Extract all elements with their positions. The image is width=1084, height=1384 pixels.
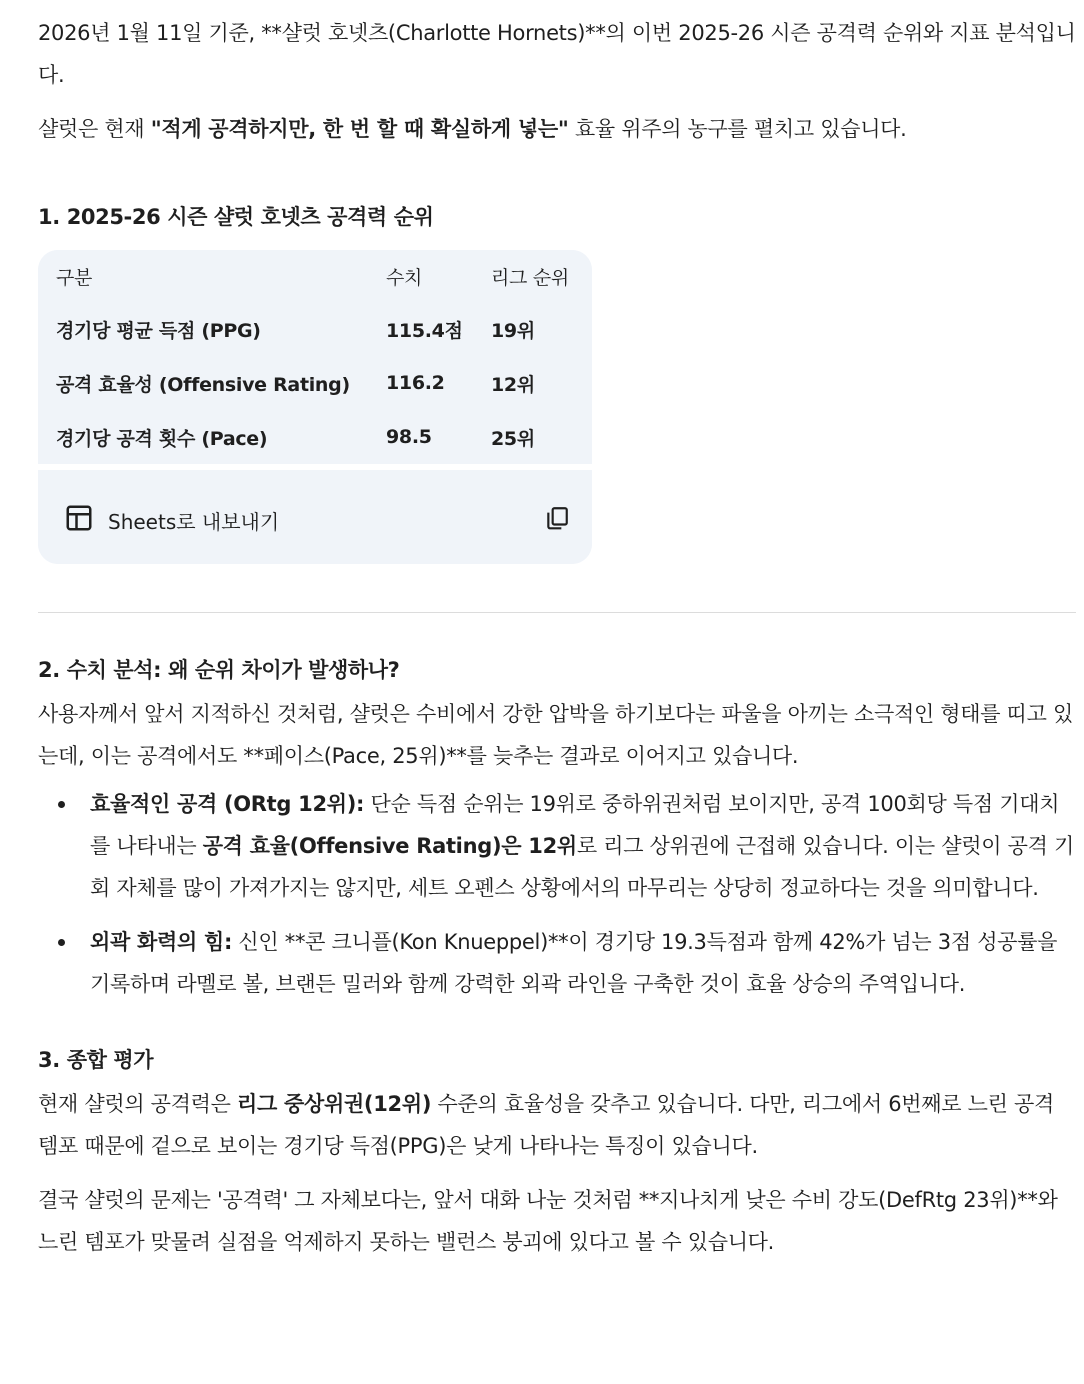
evaluation-bold: 리그 중상위권(12위)	[237, 1092, 432, 1116]
header-category: 구분	[56, 266, 93, 289]
copy-table-button[interactable]	[544, 505, 570, 535]
table-header-row	[38, 250, 592, 302]
evaluation-suffix: 수준의 효율성을 갖추고 있습니다. 다만, 리그에서 6번째로 느린 공격 템포 때문에 겉으로 보이는 경기당 득점(PPG)은 낮게 나타나는 특징이 있습니다.	[38, 1092, 1054, 1158]
section-divider	[38, 612, 1076, 613]
table-icon	[64, 503, 94, 538]
table-row	[38, 410, 592, 464]
cell-category: 경기당 평균 득점 (PPG)	[56, 319, 261, 342]
copy-icon	[544, 505, 570, 535]
table-divider	[38, 464, 592, 470]
stats-table-card	[38, 250, 592, 564]
cell-value: 116.2	[386, 372, 445, 394]
bullet-title: 외곽 화력의 힘:	[90, 930, 233, 954]
summary-bold: "적게 공격하지만, 한 번 할 때 확실하게 넣는"	[150, 117, 569, 141]
section-3-heading: 3. 종합 평가	[38, 1048, 154, 1072]
summary-prefix: 샬럿은 현재	[38, 117, 151, 141]
bullet-title: 효율적인 공격 (ORtg 12위):	[90, 792, 365, 816]
table-footer	[38, 476, 592, 564]
cell-rank: 25위	[491, 427, 535, 450]
bullet-text-cont: 로 리그 상위권에 근접해 있습니다. 이는 샬럿이 공격 기회 자체를 많이 가져가지는 않지만, 세트 오펜스 상황에서의 마무리는 상당히 정교하다는 것을 의미합니다.	[90, 834, 1074, 900]
bullet-emphasis: 공격 효율(Offensive Rating)은 12위	[202, 834, 577, 858]
list-item	[90, 921, 1076, 1005]
intro-paragraph: 2026년 1월 11일 기준, **샬럿 호넷츠(Charlotte Hornets)**의 이번 2025-26 시즌 공격력 순위와 지표 분석입니다.	[38, 21, 1076, 87]
cell-value: 115.4점	[386, 319, 463, 342]
header-rank: 리그 순위	[491, 266, 569, 289]
bullet-text: 단순 득점 순위는 19위로 중하위권처럼 보이지만, 공격 100회당 득점 기대치를 나타내는	[90, 792, 1060, 858]
summary-suffix: 효율 위주의 농구를 펼치고 있습니다.	[568, 117, 907, 141]
list-item	[90, 783, 1076, 909]
offense-rank-table	[38, 250, 592, 464]
cell-category: 경기당 공격 횟수 (Pace)	[56, 427, 268, 450]
export-to-sheets-button[interactable]	[64, 503, 279, 538]
bullet-text: 신인 **콘 크니플(Kon Knueppel)**이 경기당 19.3득점과 함께 42%가 넘는 3점 성공률을 기록하며 라멜로 볼, 브랜든 밀러와 함께 강력한 외곽 라인을 구축한 것이 효율 상승의 주역입니다.	[90, 930, 1058, 996]
table-row	[38, 356, 592, 410]
cell-rank: 12위	[491, 373, 535, 396]
table-row	[38, 302, 592, 356]
analysis-paragraph: 사용자께서 앞서 지적하신 것처럼, 샬럿은 수비에서 강한 압박을 하기보다는 파울을 아끼는 소극적인 형태를 띠고 있는데, 이는 공격에서도 **페이스(Pace, 25위)**를 늦추는 결과로 이어지고 있습니다.	[38, 702, 1073, 768]
evaluation-prefix: 현재 샬럿의 공격력은	[38, 1092, 237, 1116]
conclusion-paragraph: 결국 샬럿의 문제는 '공격력' 그 자체보다는, 앞서 대화 나눈 것처럼 **지나치게 낮은 수비 강도(DefRtg 23위)**와 느린 템포가 맞물려 실점을 억제하지 못하는 밸런스 붕괴에 있다고 볼 수 있습니다.	[38, 1188, 1058, 1254]
header-value: 수치	[386, 266, 423, 289]
cell-category: 공격 효율성 (Offensive Rating)	[56, 373, 350, 396]
cell-rank: 19위	[491, 319, 535, 342]
section-2-heading: 2. 수치 분석: 왜 순위 차이가 발생하나?	[38, 658, 400, 682]
analysis-bullet-list	[38, 783, 1076, 1005]
section-1-heading: 1. 2025-26 시즌 샬럿 호넷츠 공격력 순위	[38, 205, 434, 229]
evaluation-paragraph	[38, 1083, 1076, 1167]
export-label: Sheets로 내보내기	[108, 509, 280, 534]
summary-paragraph	[38, 108, 1076, 150]
cell-value: 98.5	[386, 426, 432, 448]
